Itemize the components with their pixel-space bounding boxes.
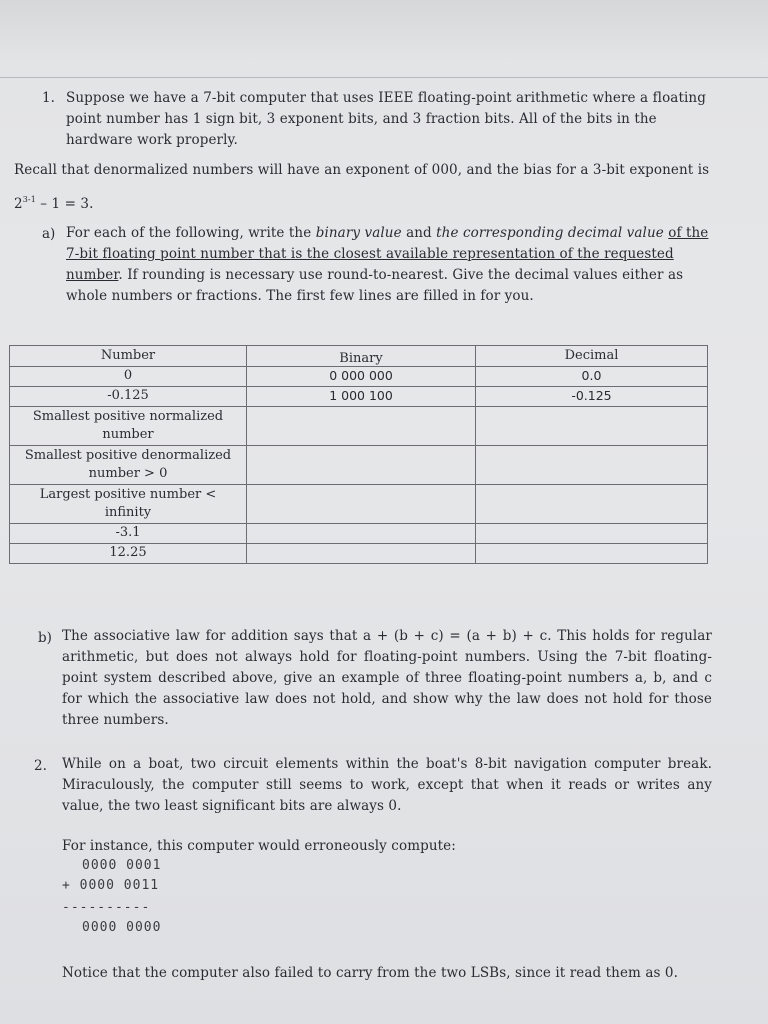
cell-number: Smallest positive normalized number bbox=[10, 407, 247, 445]
sum-result: 0000 0000 bbox=[82, 920, 162, 935]
cell-decimal[interactable] bbox=[476, 524, 707, 543]
cell-number: Largest positive number < infinity bbox=[10, 485, 247, 523]
cell-binary[interactable] bbox=[247, 544, 476, 563]
part-a-decimal-value: the corresponding decimal value bbox=[436, 225, 664, 241]
part-a-text bbox=[66, 223, 711, 307]
formula-rest: – 1 = 3. bbox=[35, 196, 94, 212]
float-table bbox=[9, 345, 708, 564]
cell-binary: 1 000 100 bbox=[247, 387, 476, 406]
table-row bbox=[10, 407, 707, 446]
cell-binary[interactable] bbox=[247, 524, 476, 543]
cell-number: -3.1 bbox=[10, 524, 247, 543]
part-a-post: . If rounding is necessary use round-to-nearest. Give the decimal values either as whole numbers or fractions. The first few lines are filled in for you. bbox=[66, 267, 684, 304]
part-a-underlined: of the 7-bit floating point number that is the closest available representation of the requested number bbox=[66, 225, 709, 283]
cell-binary[interactable] bbox=[247, 446, 476, 484]
question-2-text: While on a boat, two circuit elements within the boat's 8-bit navigation computer break. Miraculously, the computer still seems to work, except that when it reads or writes any value, the two least significant bits are always 0. bbox=[62, 756, 712, 814]
sum-divider: ---------- bbox=[62, 900, 151, 915]
part-b-label: b) bbox=[38, 630, 52, 646]
bias-formula bbox=[14, 189, 94, 215]
operand-1: 0000 0001 bbox=[82, 858, 162, 873]
table-header-row bbox=[10, 346, 707, 367]
header-decimal: Decimal bbox=[564, 348, 619, 363]
header-binary: Binary bbox=[247, 346, 476, 366]
table-row bbox=[10, 367, 707, 387]
instance-text: For instance, this computer would erroneously compute: bbox=[62, 838, 456, 854]
question-1-text: Suppose we have a 7-bit computer that uses IEEE floating-point arithmetic where a floating point number has 1 sign bit, 3 exponent bits, and 3 fraction bits. All of the bits in the hardware work properly. bbox=[66, 90, 706, 148]
part-a-pre: For each of the following, write the bbox=[66, 225, 316, 241]
cell-decimal: 0.0 bbox=[581, 368, 602, 383]
cell-binary: 0 000 000 bbox=[247, 367, 476, 386]
notice-text: Notice that the computer also failed to carry from the two LSBs, since it read them as 0. bbox=[62, 965, 678, 981]
part-a-mid: and bbox=[401, 225, 437, 241]
table-row bbox=[10, 485, 707, 524]
part-b-text: The associative law for addition says that a + (b + c) = (a + b) + c. This holds for regular arithmetic, but does not always hold for floating-point numbers. Using the 7-bit floating-point system described above, give an example of three floating-point numbers a, b, and c for which the associative law does not hold, and show why the law does not hold for those three numbers. bbox=[62, 628, 712, 728]
recall-text: Recall that denormalized numbers will have an exponent of 000, and the bias for a 3-bit exponent is bbox=[14, 162, 710, 178]
question-2-number: 2. bbox=[34, 758, 47, 774]
table-row bbox=[10, 387, 707, 407]
cell-decimal[interactable] bbox=[476, 544, 707, 563]
operand-2: + 0000 0011 bbox=[62, 878, 160, 893]
cell-decimal[interactable] bbox=[476, 446, 707, 484]
cell-decimal: -0.125 bbox=[571, 388, 612, 403]
page-top-rule bbox=[0, 77, 768, 78]
table-row bbox=[10, 544, 707, 563]
question-1-number: 1. bbox=[42, 90, 55, 106]
cell-number: 12.25 bbox=[10, 544, 247, 563]
table-row bbox=[10, 446, 707, 485]
cell-decimal[interactable] bbox=[476, 485, 707, 523]
cell-decimal[interactable] bbox=[476, 407, 707, 445]
cell-number: Smallest positive denormalized number > 0 bbox=[10, 446, 247, 484]
cell-number: -0.125 bbox=[10, 387, 247, 406]
cell-number: 0 bbox=[10, 367, 247, 386]
cell-binary[interactable] bbox=[247, 485, 476, 523]
formula-exponent: 3-1 bbox=[22, 195, 36, 204]
part-a-binary-value: binary value bbox=[315, 225, 402, 241]
cell-binary[interactable] bbox=[247, 407, 476, 445]
formula-base: 2 bbox=[14, 196, 23, 212]
table-row bbox=[10, 524, 707, 544]
header-number: Number bbox=[10, 346, 247, 366]
part-a-label: a) bbox=[42, 226, 56, 242]
